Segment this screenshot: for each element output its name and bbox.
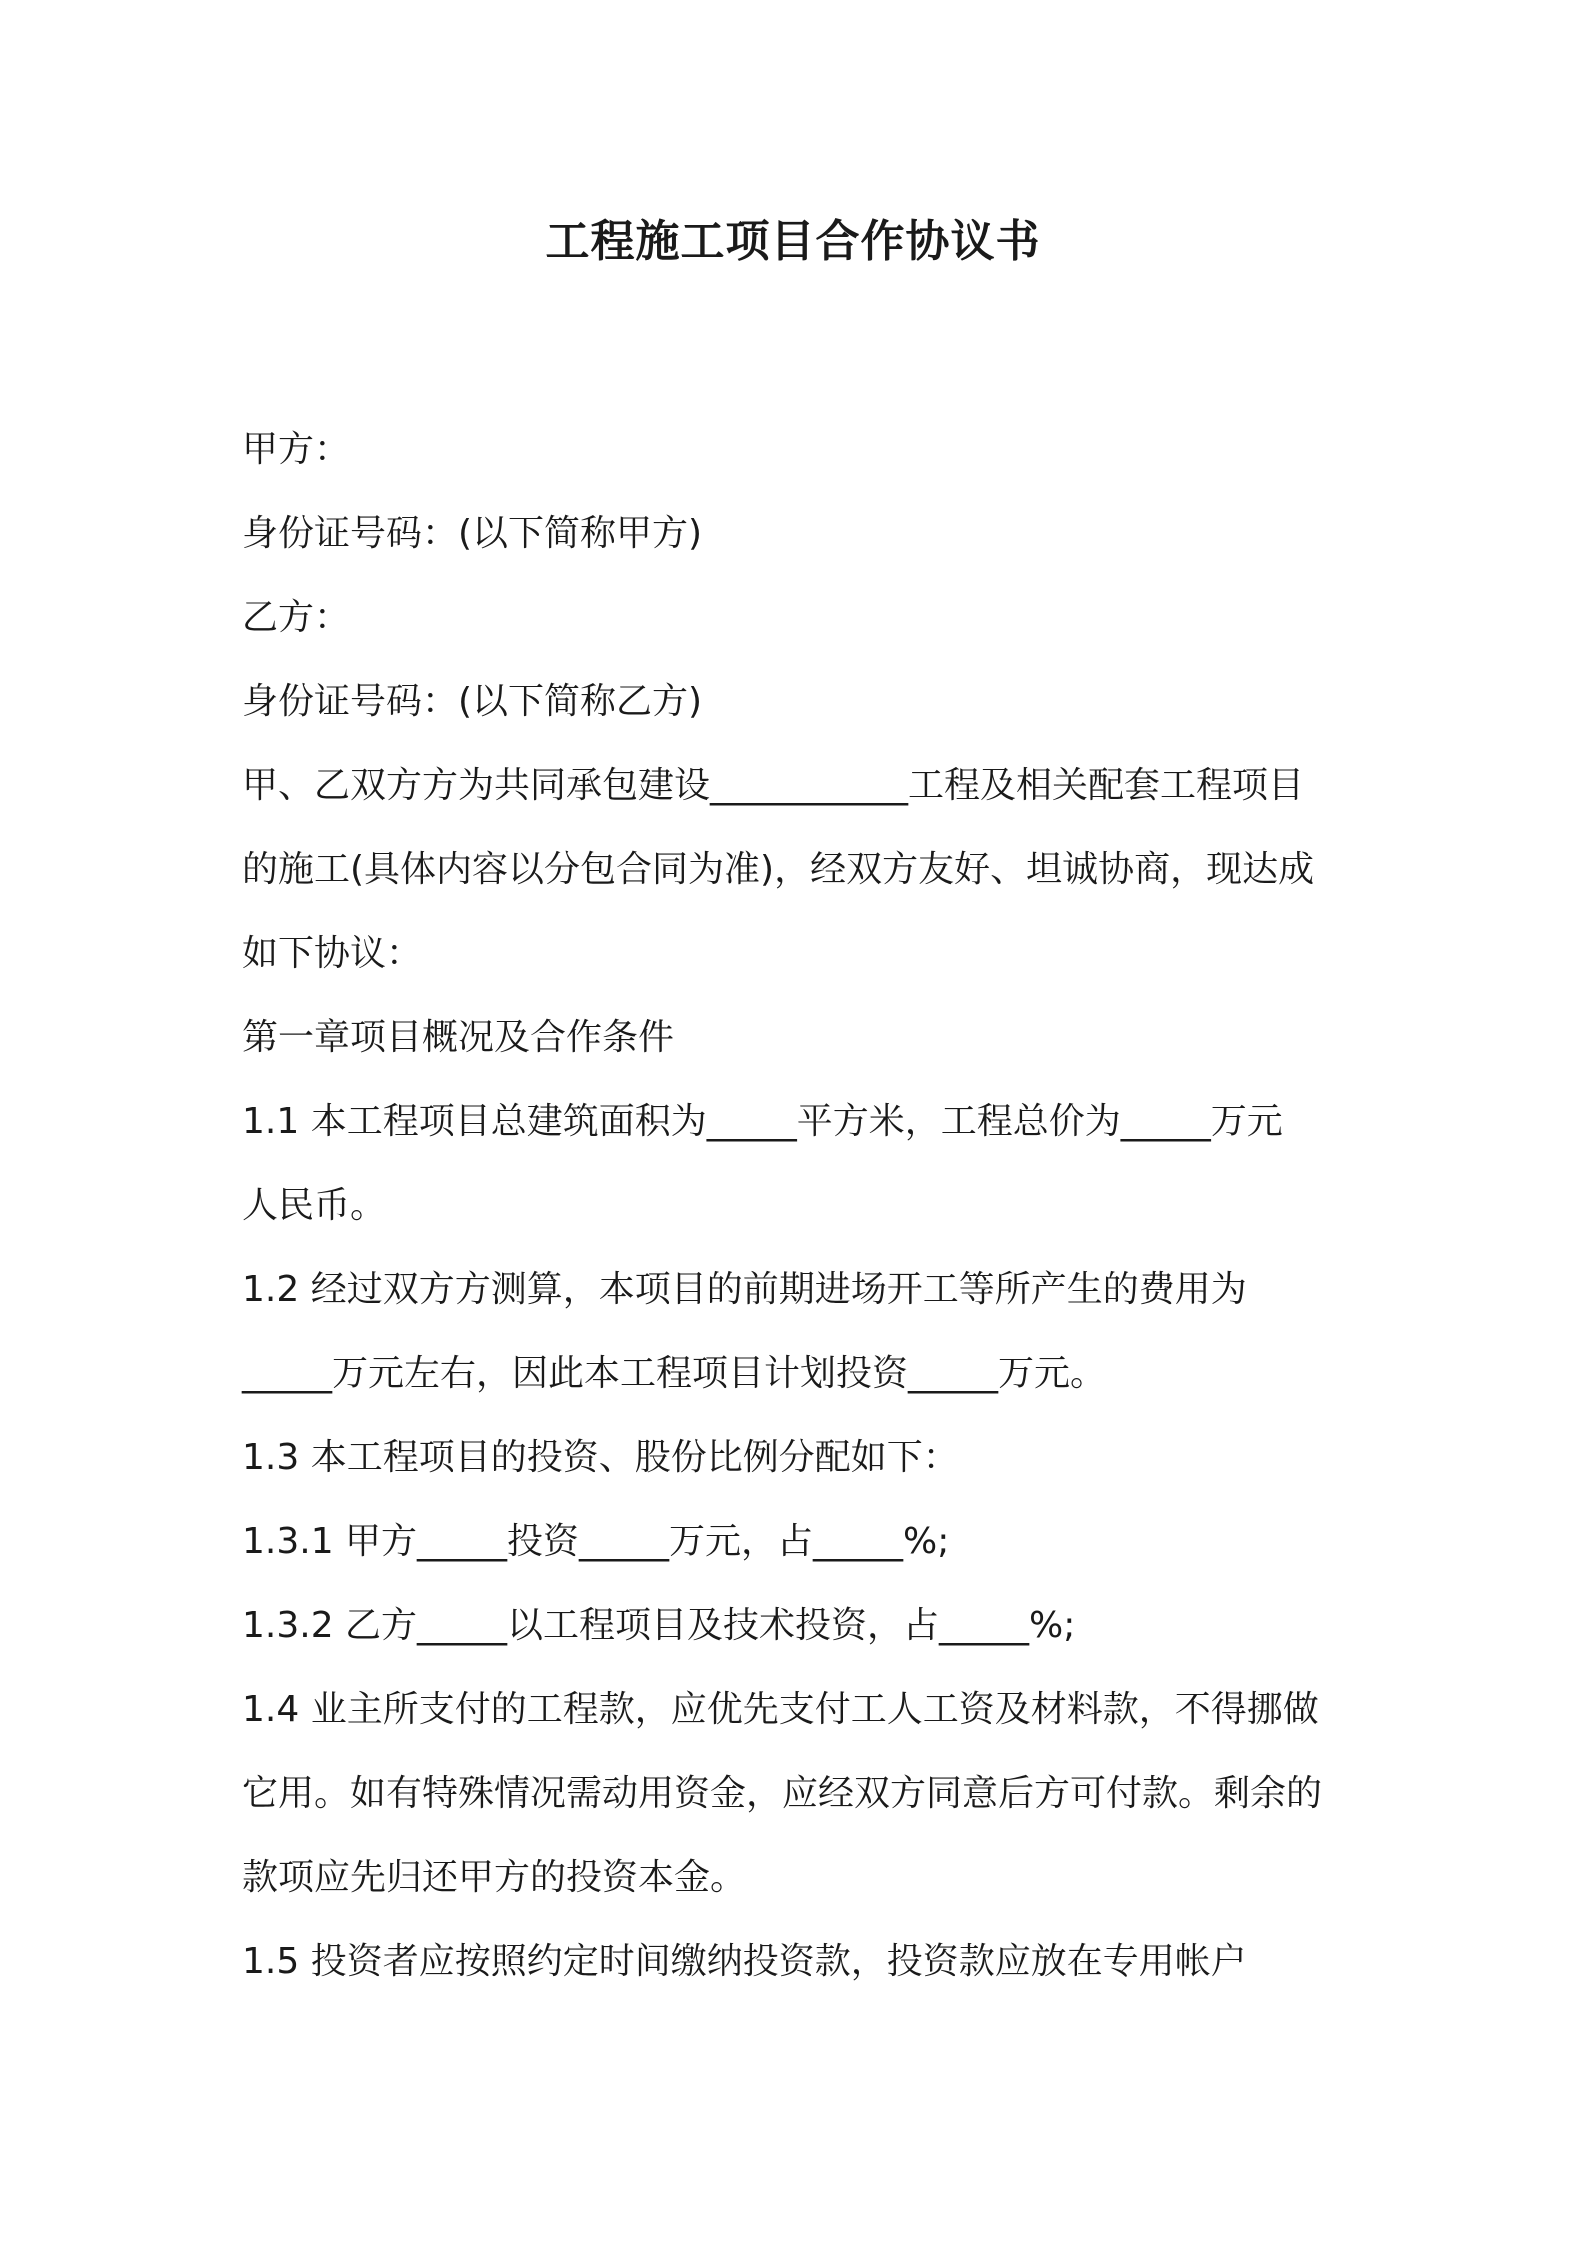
party-a-label: 甲方： bbox=[242, 429, 351, 470]
document-title: 工程施工项目合作协议书 bbox=[545, 216, 1041, 267]
clause-line: 1.2 经过双方方测算，本项目的前期进场开工等所产生的费用为 bbox=[242, 1269, 1247, 1310]
clause-line: 1.3.1 甲方_____投资_____万元，占_____%; bbox=[242, 1521, 950, 1562]
clause-line: 1.3.2 乙方_____以工程项目及技术投资，占_____%; bbox=[242, 1605, 1076, 1646]
clause-line: 1.4 业主所支付的工程款，应优先支付工人工资及材料款，不得挪做 bbox=[242, 1689, 1319, 1730]
clause-line: 1.3 本工程项目的投资、股份比例分配如下： bbox=[242, 1437, 959, 1478]
chapter-heading: 第一章项目概况及合作条件 bbox=[242, 1017, 675, 1058]
clause-line: 款项应先归还甲方的投资本金。 bbox=[242, 1857, 747, 1898]
preamble-line: 的施工(具体内容以分包合同为准)，经双方友好、坦诚协商，现达成 bbox=[242, 849, 1315, 890]
clause-line: 人民币。 bbox=[242, 1185, 387, 1226]
clause-line: 1.5 投资者应按照约定时间缴纳投资款，投资款应放在专用帐户 bbox=[242, 1941, 1247, 1982]
party-b-label: 乙方： bbox=[242, 597, 351, 638]
clause-line: 1.1 本工程项目总建筑面积为_____平方米，工程总价为_____万元 bbox=[242, 1101, 1283, 1142]
party-b-id-line: 身份证号码：(以下简称乙方) bbox=[242, 681, 703, 722]
clause-line: 它用。如有特殊情况需动用资金，应经双方同意后方可付款。剩余的 bbox=[242, 1773, 1323, 1814]
preamble-line: 如下协议： bbox=[242, 933, 423, 974]
preamble-line: 甲、乙双方方为共同承包建设___________工程及相关配套工程项目 bbox=[242, 765, 1305, 806]
clause-line: _____万元左右，因此本工程项目计划投资_____万元。 bbox=[242, 1353, 1107, 1394]
document-body bbox=[242, 408, 1362, 2004]
party-a-id-line: 身份证号码：(以下简称甲方) bbox=[242, 513, 703, 554]
